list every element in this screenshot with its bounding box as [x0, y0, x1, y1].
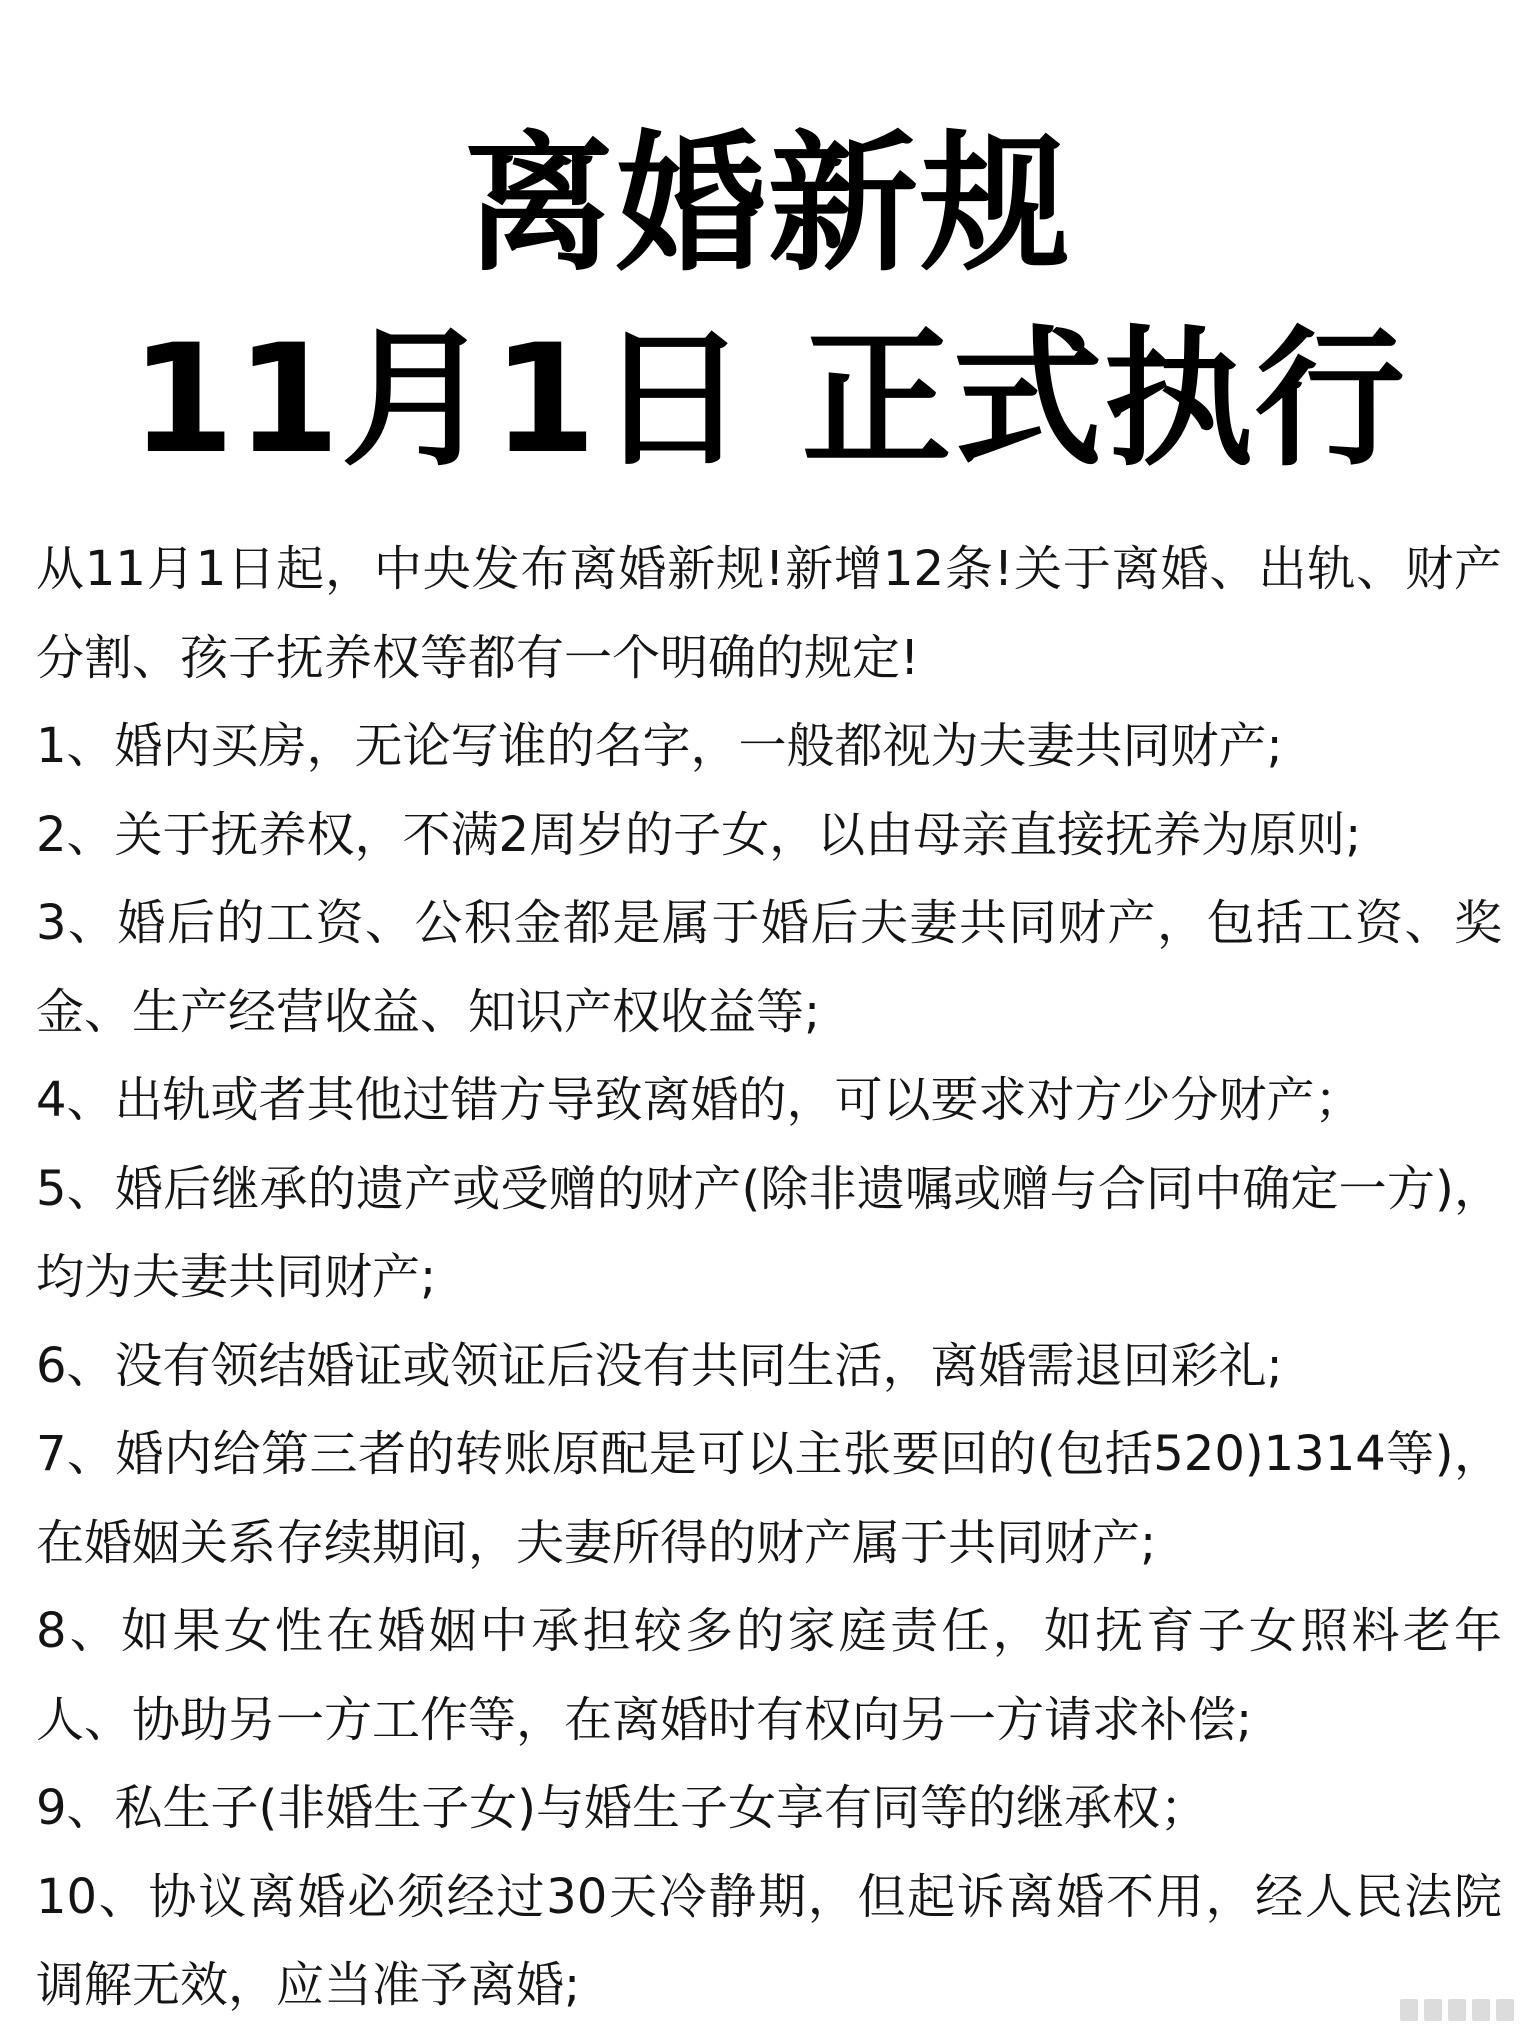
rule-item-9: 9、私生子(非婚生子女)与婚生子女享有同等的继承权； [36, 1780, 1208, 1836]
intro-paragraph: 从11月1日起，中央发布离婚新规!新增12条!关于离婚、出轨、财产分割、孩子抚养权等都有一个明确的规定! [36, 541, 1502, 686]
rule-item-8: 8、如果女性在婚姻中承担较多的家庭责任，如抚育子女照料老年人、协助另一方工作等，在离婚时有权向另一方请求补偿; [36, 1603, 1502, 1748]
rule-item-4: 4、出轨或者其他过错方导致离婚的，可以要求对方少分财产； [36, 1072, 1363, 1128]
rule-item-1: 1、婚内买房，无论写谁的名字，一般都视为夫妻共同财产; [36, 718, 1283, 774]
rule-item-7: 7、婚内给第三者的转账原配是可以主张要回的(包括520)1314等)，在婚姻关系存续期间，夫妻所得的财产属于共同财产; [36, 1426, 1502, 1571]
rule-item-3: 3、婚后的工资、公积金都是属于婚后夫妻共同财产，包括工资、奖金、生产经营收益、知识产权收益等; [36, 895, 1502, 1040]
page-title: 离婚新规 [463, 118, 1072, 292]
rule-item-5: 5、婚后继承的遗产或受赠的财产(除非遗嘱或赠与合同中确定一方)，均为夫妻共同财产; [36, 1160, 1502, 1305]
watermark-logo [1400, 1999, 1514, 2021]
page-subtitle-date: 11月1日 正式执行 [130, 313, 1406, 487]
rule-item-2: 2、关于抚养权，不满2周岁的子女，以由母亲直接抚养为原则; [36, 806, 1362, 863]
article-body [36, 525, 1502, 2030]
rule-item-6: 6、没有领结婚证或领证后没有共同生活，离婚需退回彩礼; [36, 1337, 1283, 1394]
rule-item-10: 10、协议离婚必须经过30天冷静期，但起诉离婚不用，经人民法院调解无效，应当准予离婚; [36, 1868, 1502, 2013]
